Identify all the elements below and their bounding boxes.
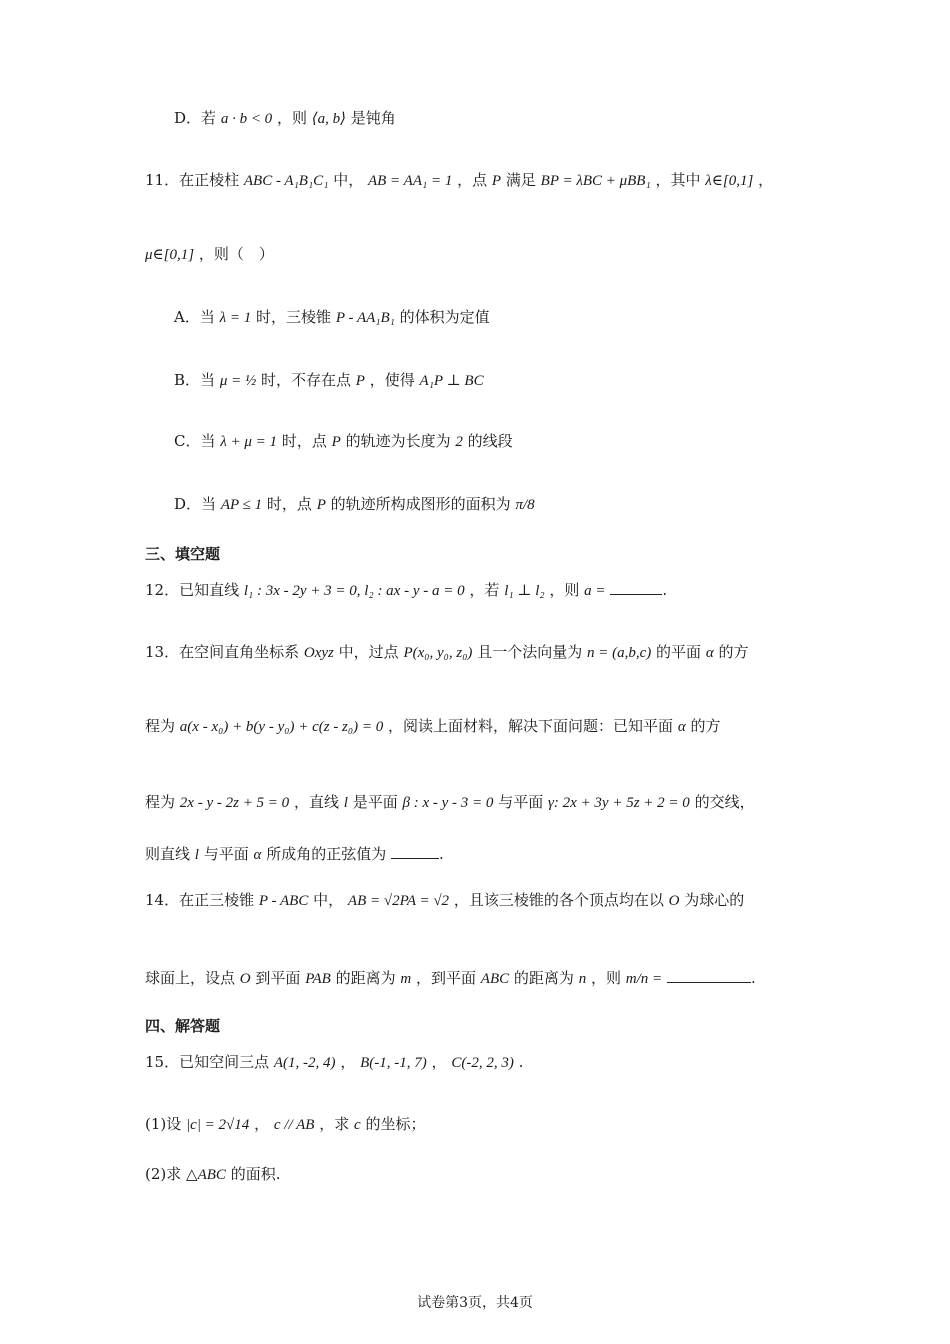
option-label: D．当: [174, 495, 217, 513]
text: 的轨迹所构成图形的面积为: [330, 495, 511, 513]
text: ，: [431, 1053, 447, 1071]
math-expr: γ: 2x + 3y + 5z + 2 = 0: [548, 795, 690, 811]
text: 球面上，设点: [145, 969, 236, 987]
section-heading-fill-in: 三、填空题: [145, 545, 221, 563]
q11-option-a: [174, 307, 490, 328]
q14-line1: [145, 890, 744, 911]
text: 的距离为: [513, 969, 574, 987]
math-expr: μ = ½: [219, 373, 257, 389]
option-label: C．当: [174, 432, 216, 450]
q12: [145, 580, 667, 601]
math-expr: △ABC: [186, 1167, 226, 1183]
q11-option-c: [174, 431, 513, 452]
q11-stem-cont: [145, 244, 274, 265]
math-expr: AB = √2PA = √2: [347, 893, 450, 909]
text: 的线段: [467, 432, 513, 450]
math-expr: P - AA₁B₁: [335, 310, 395, 326]
math-expr: c // AB: [273, 1117, 315, 1133]
math-expr: B(-1, -1, 7): [360, 1055, 427, 1071]
question-number: 12．已知直线: [145, 581, 240, 599]
math-expr: ABC - A₁B₁C₁: [243, 173, 329, 189]
math-expr: 2: [455, 434, 463, 450]
question-number: 11．在正棱柱: [145, 171, 240, 189]
q11-option-b: [174, 370, 484, 391]
math-expr: l: [343, 795, 348, 811]
text: 程为: [145, 793, 176, 811]
q10-option-d: [174, 108, 396, 129]
math-expr: P: [316, 497, 326, 513]
math-expr: α: [677, 719, 686, 735]
text: (1)设: [145, 1115, 182, 1133]
question-number: 14．在正三棱锥: [145, 891, 255, 909]
text: ，: [758, 171, 774, 189]
text: ，阅读上面材料，解决下面问题：已知平面: [388, 717, 674, 735]
math-expr: π/8: [515, 497, 535, 513]
text: 是钝角: [350, 109, 396, 127]
text: 中，: [313, 891, 344, 909]
text: 满足: [505, 171, 536, 189]
option-label: D．若: [174, 109, 217, 127]
text: ，则: [276, 109, 307, 127]
text: 的方: [718, 643, 749, 661]
math-expr: A(1, -2, 4): [273, 1055, 336, 1071]
section-heading-answer: 四、解答题: [145, 1017, 221, 1035]
math-expr: λ = 1: [219, 310, 252, 326]
math-expr: O: [668, 893, 680, 909]
q13-line1: [145, 642, 749, 663]
text: ，则: [549, 581, 580, 599]
math-expr: l: [194, 847, 199, 863]
math-expr: β : x - y - 3 = 0: [402, 795, 494, 811]
text: 到平面: [255, 969, 301, 987]
question-number: 13．在空间直角坐标系: [145, 643, 300, 661]
math-expr: O: [239, 971, 251, 987]
math-expr: μ∈[0,1]: [145, 247, 195, 263]
text: 的轨迹为长度为: [345, 432, 451, 450]
math-expr: l₁ ⊥ l₂: [504, 583, 545, 599]
text: (2)求: [145, 1165, 182, 1183]
text: .: [750, 969, 756, 987]
text: 中，过点: [338, 643, 399, 661]
page-footer: 试卷第3页，共4页: [417, 1295, 533, 1311]
text: 的平面: [656, 643, 702, 661]
q14-line2: [145, 968, 756, 989]
question-number: 15．已知空间三点: [145, 1053, 270, 1071]
q11-option-d: [174, 494, 535, 515]
math-expr: m/n =: [625, 971, 663, 987]
option-label: B．当: [174, 371, 216, 389]
math-expr: α: [705, 645, 714, 661]
math-expr: P: [331, 434, 341, 450]
math-expr: n: [578, 971, 587, 987]
math-expr: PAB: [305, 971, 331, 987]
math-expr: α: [253, 847, 262, 863]
math-expr: A₁P ⊥ BC: [419, 373, 484, 389]
math-expr: P: [491, 173, 502, 189]
text: .: [662, 581, 668, 599]
text: 时，点: [281, 432, 327, 450]
text: 时，三棱锥: [256, 308, 332, 326]
text: 为球心的: [684, 891, 745, 909]
text: 程为: [145, 717, 176, 735]
text: 与平面: [203, 845, 249, 863]
option-label: A．当: [174, 308, 215, 326]
text: 的距离为: [335, 969, 396, 987]
text: ，则（ ）: [198, 245, 274, 263]
q13-line4: [145, 844, 444, 865]
answer-blank: [391, 844, 439, 859]
text: ，若: [469, 581, 500, 599]
text: ，: [254, 1115, 270, 1133]
text: ，其中: [655, 171, 701, 189]
answer-blank: [610, 580, 662, 595]
q13-line3: [145, 792, 755, 813]
text: ，求: [319, 1115, 350, 1133]
math-expr: C(-2, 2, 3): [451, 1055, 514, 1071]
math-expr: BP = λBC + μBB₁: [540, 173, 651, 189]
text: 则直线: [145, 845, 191, 863]
text: ，且该三棱锥的各个顶点均在以: [453, 891, 664, 909]
text: .: [439, 845, 444, 863]
math-expr: 2x - y - 2z + 5 = 0: [179, 795, 290, 811]
text: 且一个法向量为: [477, 643, 583, 661]
q15-part2: [145, 1164, 280, 1185]
q15-part1: [145, 1114, 425, 1135]
text: ，点: [457, 171, 488, 189]
text: 是平面: [352, 793, 398, 811]
text: ，直线: [293, 793, 339, 811]
math-expr: P(x₀, y₀, z₀): [403, 645, 473, 661]
math-expr: ABC: [480, 971, 510, 987]
text: ，到平面: [415, 969, 476, 987]
text: 的面积.: [230, 1165, 281, 1183]
text: 与平面: [498, 793, 544, 811]
math-expr: AB = AA₁ = 1: [367, 173, 453, 189]
math-expr: Oxyz: [303, 645, 334, 661]
q13-line2: [145, 716, 720, 737]
math-expr: a · b < 0: [220, 111, 273, 127]
math-expr: λ + μ = 1: [220, 434, 278, 450]
answer-blank: [667, 968, 751, 983]
math-expr: P - ABC: [258, 893, 309, 909]
math-expr: |c| = 2√14: [186, 1117, 250, 1133]
math-expr: AP ≤ 1: [220, 497, 263, 513]
math-expr: c: [354, 1117, 361, 1133]
text: ，则: [590, 969, 621, 987]
math-expr: P: [355, 373, 365, 389]
math-expr: m: [400, 971, 412, 987]
math-expr: λ∈[0,1]: [705, 173, 754, 189]
q11-stem: [145, 170, 773, 191]
math-expr: a =: [584, 583, 606, 599]
text: 的方: [690, 717, 721, 735]
text: 时，点: [266, 495, 312, 513]
math-expr: l₁ : 3x - 2y + 3 = 0, l₂ : ax - y - a = 0: [243, 583, 465, 599]
text: 的交线，: [694, 793, 755, 811]
q15-stem: [145, 1052, 523, 1073]
math-expr: n = (a,b,c): [586, 645, 652, 661]
text: ，: [340, 1053, 356, 1071]
text: 时，不存在点: [261, 371, 352, 389]
math-expr: a(x - x₀) + b(y - y₀) + c(z - z₀) = 0: [179, 719, 384, 735]
math-expr: ⟨a, b⟩: [311, 111, 346, 127]
text: .: [518, 1053, 524, 1071]
text: 中，: [333, 171, 364, 189]
text: 所成角的正弦值为: [266, 845, 387, 863]
text: ，使得: [369, 371, 415, 389]
text: 的坐标；: [365, 1115, 426, 1133]
text: 的体积为定值: [399, 308, 490, 326]
